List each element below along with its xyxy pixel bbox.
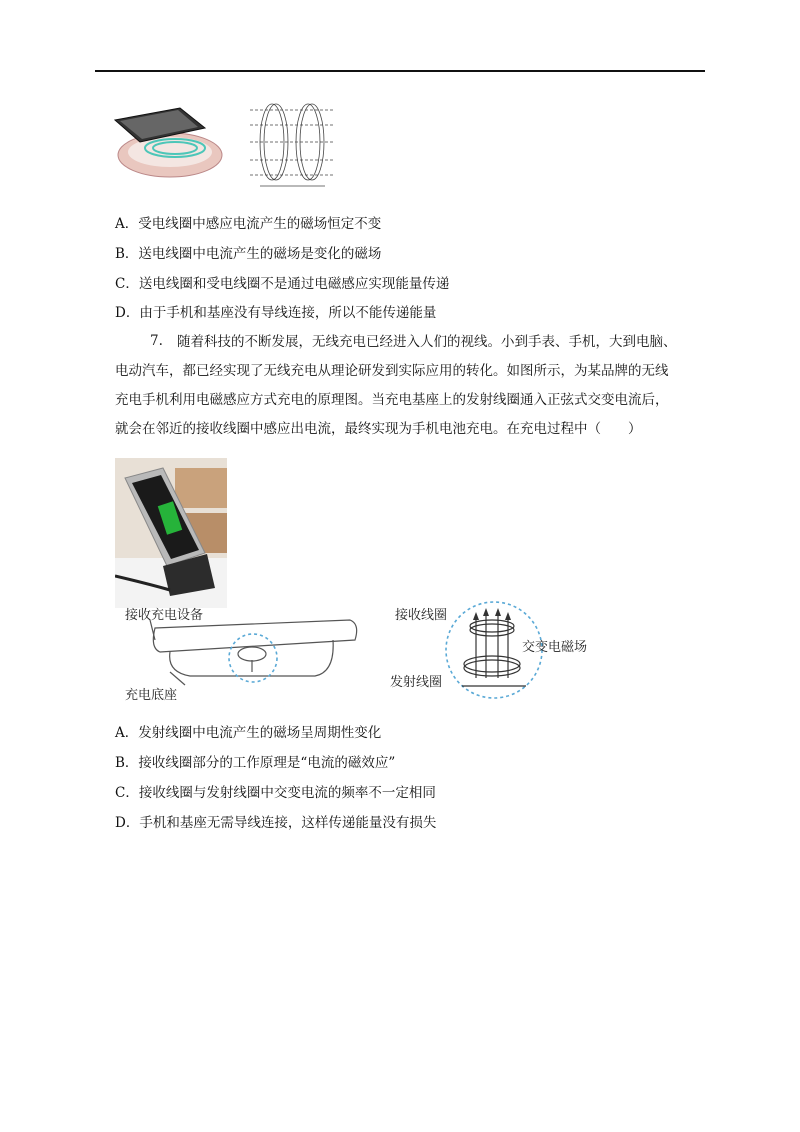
q6-figure-phone-pad — [110, 90, 350, 190]
label-receiver-device: 接收充电设备 — [125, 608, 204, 623]
label-transmitter-coil: 发射线圈 — [390, 675, 443, 690]
q7-option-c: C．接收线圈与发射线圈中交变电流的频率不一定相同 — [115, 785, 436, 801]
label-receiver-coil: 接收线圈 — [395, 608, 448, 623]
q7-option-b: B．接收线圈部分的工作原理是“电流的磁效应” — [115, 755, 396, 771]
q6-option-c: C．送电线圈和受电线圈不是通过电磁感应实现能量传递 — [115, 276, 450, 292]
header-rule — [95, 70, 705, 72]
q7-line-4: 就会在邻近的接收线圈中感应出电流，最终实现为手机电池充电。在充电过程中（ ） — [115, 421, 642, 437]
q7-line-3: 充电手机利用电磁感应方式充电的原理图。当充电基座上的发射线圈通入正弦式交变电流后， — [115, 392, 669, 408]
label-ac-field: 交变电磁场 — [522, 640, 588, 655]
q6-option-b: B．送电线圈中电流产生的磁场是变化的磁场 — [115, 246, 382, 262]
q7-option-a: A．发射线圈中电流产生的磁场呈周期性变化 — [115, 725, 382, 741]
q7-line-1: 随着科技的不断发展，无线充电已经进入人们的视线。小到手表、手机，大到电脑、 — [177, 334, 677, 350]
q7-option-d: D．手机和基座无需导线连接，这样传递能量没有损失 — [115, 815, 437, 831]
q6-option-a: A．受电线圈中感应电流产生的磁场恒定不变 — [115, 216, 382, 232]
q7-line-2: 电动汽车，都已经实现了无线充电从理论研发到实际应用的转化。如图所示，为某品牌的无线 — [115, 363, 669, 379]
q7-number: 7. — [150, 333, 163, 349]
q6-option-d: D．由于手机和基座没有导线连接，所以不能传递能量 — [115, 305, 437, 321]
q7-stem — [115, 328, 705, 444]
label-charging-base: 充电底座 — [125, 688, 178, 703]
q7-phone-stand-photo — [115, 458, 227, 608]
